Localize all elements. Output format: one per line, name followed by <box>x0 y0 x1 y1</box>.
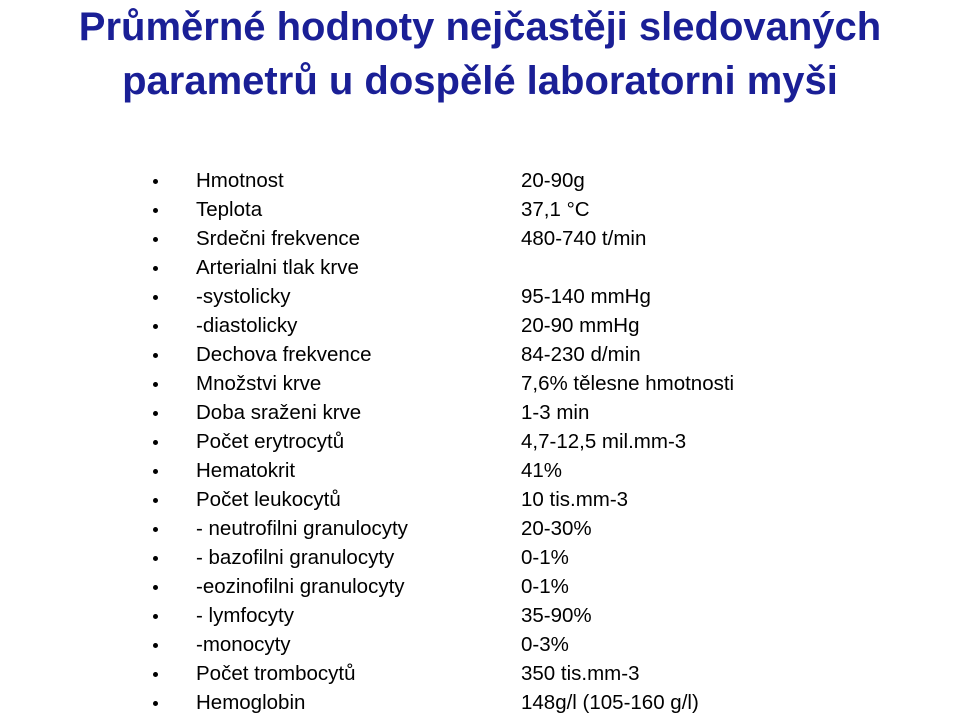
list-item <box>150 195 940 224</box>
parameter-label: Počet trombocytů <box>196 662 356 685</box>
parameter-value: 35-90% <box>521 604 592 627</box>
bullet-icon <box>153 672 158 677</box>
list-item <box>150 485 940 514</box>
parameter-value: 20-90g <box>521 169 585 192</box>
parameter-label: -systolicky <box>196 285 291 308</box>
bullet-icon <box>153 556 158 561</box>
bullet-icon <box>153 469 158 474</box>
bullet-icon <box>153 643 158 648</box>
list-item <box>150 630 940 659</box>
bullet-icon <box>153 440 158 445</box>
title-line-2: parametrů u dospělé laboratorni myši <box>122 59 838 103</box>
list-item <box>150 572 940 601</box>
list-item <box>150 340 940 369</box>
list-item <box>150 166 940 195</box>
parameter-value: 37,1 °C <box>521 198 590 221</box>
parameter-label: Dechova frekvence <box>196 343 372 366</box>
parameter-value: 7,6% tělesne hmotnosti <box>521 372 735 395</box>
list-item <box>150 601 940 630</box>
parameter-label: Srdečni frekvence <box>196 227 361 250</box>
bullet-icon <box>153 527 158 532</box>
bullet-icon <box>153 266 158 271</box>
parameter-label: Počet leukocytů <box>196 488 341 511</box>
parameter-label: -monocyty <box>196 633 291 656</box>
bullet-icon <box>153 179 158 184</box>
bullet-icon <box>153 324 158 329</box>
bullet-icon <box>153 411 158 416</box>
parameter-label: Množstvi krve <box>196 372 322 395</box>
parameter-label: -diastolicky <box>196 314 298 337</box>
parameter-value: 4,7-12,5 mil.mm-3 <box>521 430 687 453</box>
parameter-value: 10 tis.mm-3 <box>521 488 629 511</box>
bullet-icon <box>153 382 158 387</box>
parameter-label: Doba sraženi krve <box>196 401 362 424</box>
parameter-value: 0-3% <box>521 633 569 656</box>
parameter-value: 0-1% <box>521 546 569 569</box>
parameter-label: Počet erytrocytů <box>196 430 345 453</box>
bullet-icon <box>153 353 158 358</box>
list-item <box>150 224 940 253</box>
list-item <box>150 398 940 427</box>
parameter-value: 0-1% <box>521 575 569 598</box>
list-item <box>150 369 940 398</box>
page-title <box>0 0 960 108</box>
parameter-label: -eozinofilni granulocyty <box>196 575 405 598</box>
parameter-label: Arterialni tlak krve <box>196 256 359 279</box>
bullet-icon <box>153 498 158 503</box>
parameter-value: 1-3 min <box>521 401 590 424</box>
parameter-label: - lymfocyty <box>196 604 294 627</box>
bullet-icon <box>153 208 158 213</box>
parameter-value: 148g/l (105-160 g/l) <box>521 691 699 714</box>
parameter-list <box>150 166 940 717</box>
parameter-label: - bazofilni granulocyty <box>196 546 395 569</box>
list-item <box>150 311 940 340</box>
parameter-value: 95-140 mmHg <box>521 285 651 308</box>
list-item <box>150 514 940 543</box>
parameter-value: 480-740 t/min <box>521 227 647 250</box>
parameter-value: 41% <box>521 459 563 482</box>
list-item <box>150 543 940 572</box>
bullet-icon <box>153 614 158 619</box>
bullet-icon <box>153 585 158 590</box>
list-item <box>150 427 940 456</box>
list-item <box>150 253 940 282</box>
bullet-icon <box>153 295 158 300</box>
parameter-label: Hemoglobin <box>196 691 306 714</box>
bullet-icon <box>153 701 158 706</box>
parameter-value: 84-230 d/min <box>521 343 641 366</box>
list-item <box>150 456 940 485</box>
parameter-value: 20-30% <box>521 517 592 540</box>
parameter-label: - neutrofilni granulocyty <box>196 517 408 540</box>
parameter-label: Teplota <box>196 198 263 221</box>
parameter-label: Hmotnost <box>196 169 284 192</box>
parameter-label: Hematokrit <box>196 459 296 482</box>
bullet-icon <box>153 237 158 242</box>
list-item <box>150 282 940 311</box>
list-item <box>150 659 940 688</box>
parameter-value: 350 tis.mm-3 <box>521 662 640 685</box>
title-line-1: Průměrné hodnoty nejčastěji sledovaných <box>78 5 882 49</box>
parameter-value: 20-90 mmHg <box>521 314 640 337</box>
